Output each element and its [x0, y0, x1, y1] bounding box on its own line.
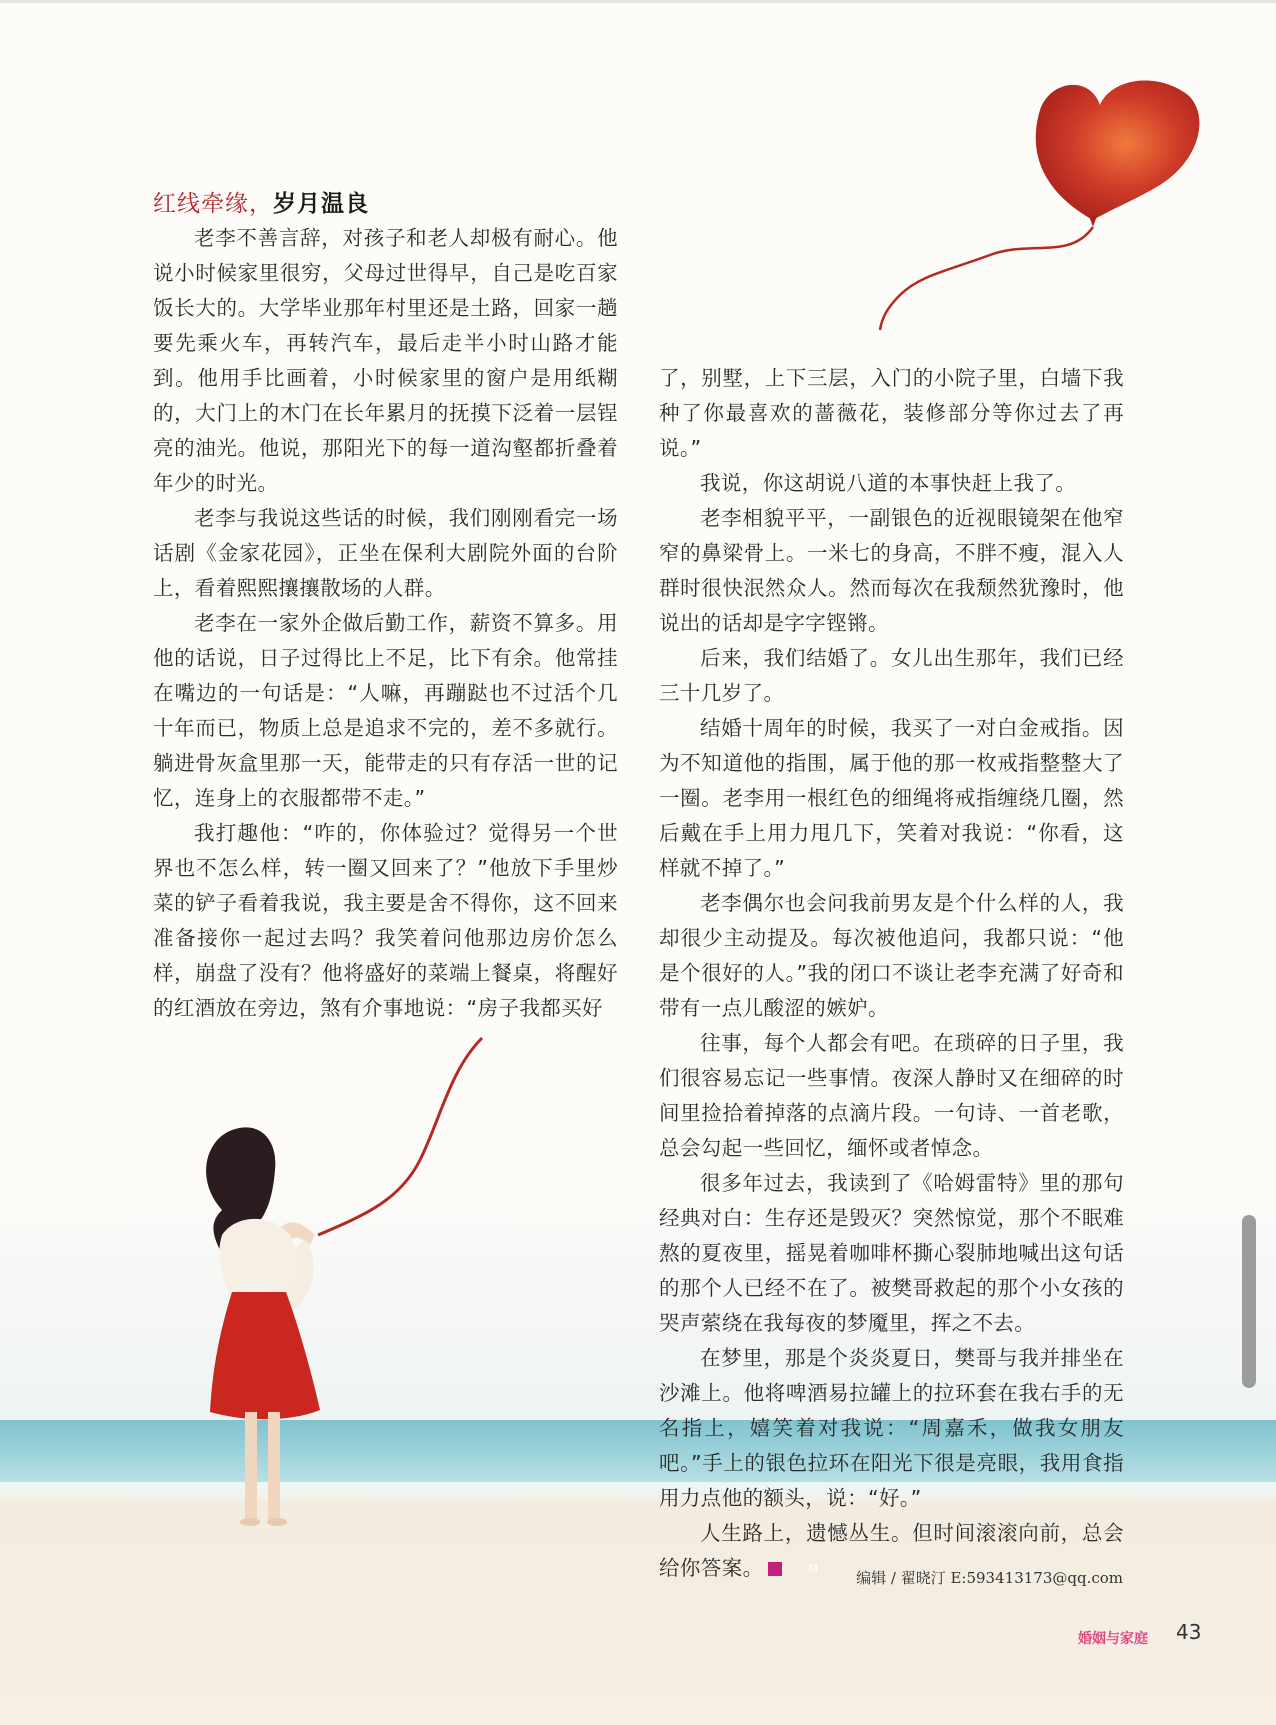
editor-credit: 编辑 / 翟晓汀 E:593413173@qq.com	[856, 1569, 1123, 1587]
balloon-knot	[1089, 216, 1097, 227]
top-border	[0, 0, 1276, 3]
paragraph: 结婚十周年的时候，我买了一对白金戒指。因为不知道他的指围，属于他的那一枚戒指整整大了一圈。老李用一根红色的细绳将戒指缠绕几圈，然后戴在手上用力甩几下，笑着对我说：“你看，这样就不掉了。”	[659, 716, 1124, 880]
article-left-column	[153, 187, 618, 1026]
paragraph: 后来，我们结婚了。女儿出生那年，我们已经三十几岁了。	[659, 646, 1124, 705]
vertical-scrollbar-thumb[interactable]	[1242, 1215, 1256, 1388]
paragraph: 我说，你这胡说八道的本事快赶上我了。	[700, 471, 1077, 495]
girl-illustration	[150, 1030, 490, 1570]
paragraph: 很多年过去，我读到了《哈姆雷特》里的那句经典对白：生存还是毁灭？突然惊觉，那个不眠难熬的夏夜里，摇晃着咖啡杯撕心裂肺地喊出这句话的那个人已经不在了。被樊哥救起的那个小女孩的哭声萦绕在我每夜的梦魇里，挥之不去。	[659, 1171, 1124, 1335]
paragraph: 往事，每个人都会有吧。在琐碎的日子里，我们很容易忘记一些事情。夜深人静时又在细碎的时间里捡拾着掉落的点滴片段。一句诗、一首老歌，总会勾起一些回忆，缅怀或者悼念。	[659, 1031, 1124, 1160]
heart-balloon	[1036, 81, 1200, 220]
paragraph: 老李在一家外企做后勤工作，薪资不算多。用他的话说，日子过得比上不足，比下有余。他常挂在嘴边的一句话是：“人嘛，再蹦跶也不过活个几十年而已，物质上总是追求不完的，差不多就行。躺进骨灰盒里那一天，能带走的只有存活一世的记忆，连身上的衣服都带不走。”	[153, 611, 618, 810]
paragraph: 我打趣他：“咋的，你体验过？觉得另一个世界也不怎么样，转一圈又回来了？”他放下手里炒菜的铲子看着我说，我主要是舍不得你，这不回来准备接你一起过去吗？我笑着问他那边房价怎么样，崩盘了没有？他将盛好的菜端上餐桌，将醒好的红酒放在旁边，煞有介事地说：“房子我都买好	[153, 821, 618, 1020]
lower-balloon-string	[318, 1038, 482, 1235]
page-number: 43	[1176, 1620, 1202, 1644]
paragraph: 老李与我说这些话的时候，我们刚刚看完一场话剧《金家花园》，正坐在保利大剧院外面的台阶上，看着熙熙攘攘散场的人群。	[153, 506, 618, 600]
end-mark-icon: M	[768, 1562, 782, 1576]
magazine-logo: 婚姻与家庭	[1078, 1631, 1148, 1647]
paragraph: 老李偶尔也会问我前男友是个什么样的人，我却很少主动提及。每次被他追问，我都只说：“他是个很好的人。”我的闭口不谈让老李充满了好奇和带有一点儿酸涩的嫉妒。	[659, 891, 1124, 1020]
final-paragraph-text: 人生路上，遗憾丛生。但时间滚滚向前，总会给你答案。	[659, 1521, 1124, 1580]
heart-balloon-illustration	[800, 55, 1220, 345]
article-right-column	[659, 361, 1124, 1586]
article-heading	[153, 187, 618, 221]
paragraph: 老李相貌平平，一副银色的近视眼镜架在他窄窄的鼻梁骨上。一米七的身高，不胖不瘦，混入人群时很快泯然众人。然而每次在我颓然犹豫时，他说出的话却是字字铿锵。	[659, 506, 1124, 635]
heading-bold-part: 岁月温良	[273, 190, 369, 217]
paragraph-continuation: 了，别墅，上下三层，入门的小院子里，白墙下我种了你最喜欢的蔷薇花，装修部分等你过去了再说。”	[659, 366, 1124, 460]
paragraph: 在梦里，那是个炎炎夏日，樊哥与我并排坐在沙滩上。他将啤酒易拉罐上的拉环套在我右手的无名指上，嬉笑着对我说：“周嘉禾，做我女朋友吧。”手上的银色拉环在阳光下很是亮眼，我用食指用力点他的额头，说：“好。”	[659, 1346, 1124, 1510]
heading-red-part: 红线牵缘，	[153, 191, 273, 217]
paragraph: 老李不善言辞，对孩子和老人却极有耐心。他说小时候家里很穷，父母过世得早，自己是吃百家饭长大的。大学毕业那年村里还是土路，回家一趟要先乘火车，再转汽车，最后走半小时山路才能到。他用手比画着，小时候家里的窗户是用纸糊的，大门上的木门在长年累月的抚摸下泛着一层锃亮的油光。他说，那阳光下的每一道沟壑都折叠着年少的时光。	[153, 226, 618, 495]
balloon-string	[880, 227, 1093, 330]
girl-red-skirt	[210, 1292, 320, 1419]
